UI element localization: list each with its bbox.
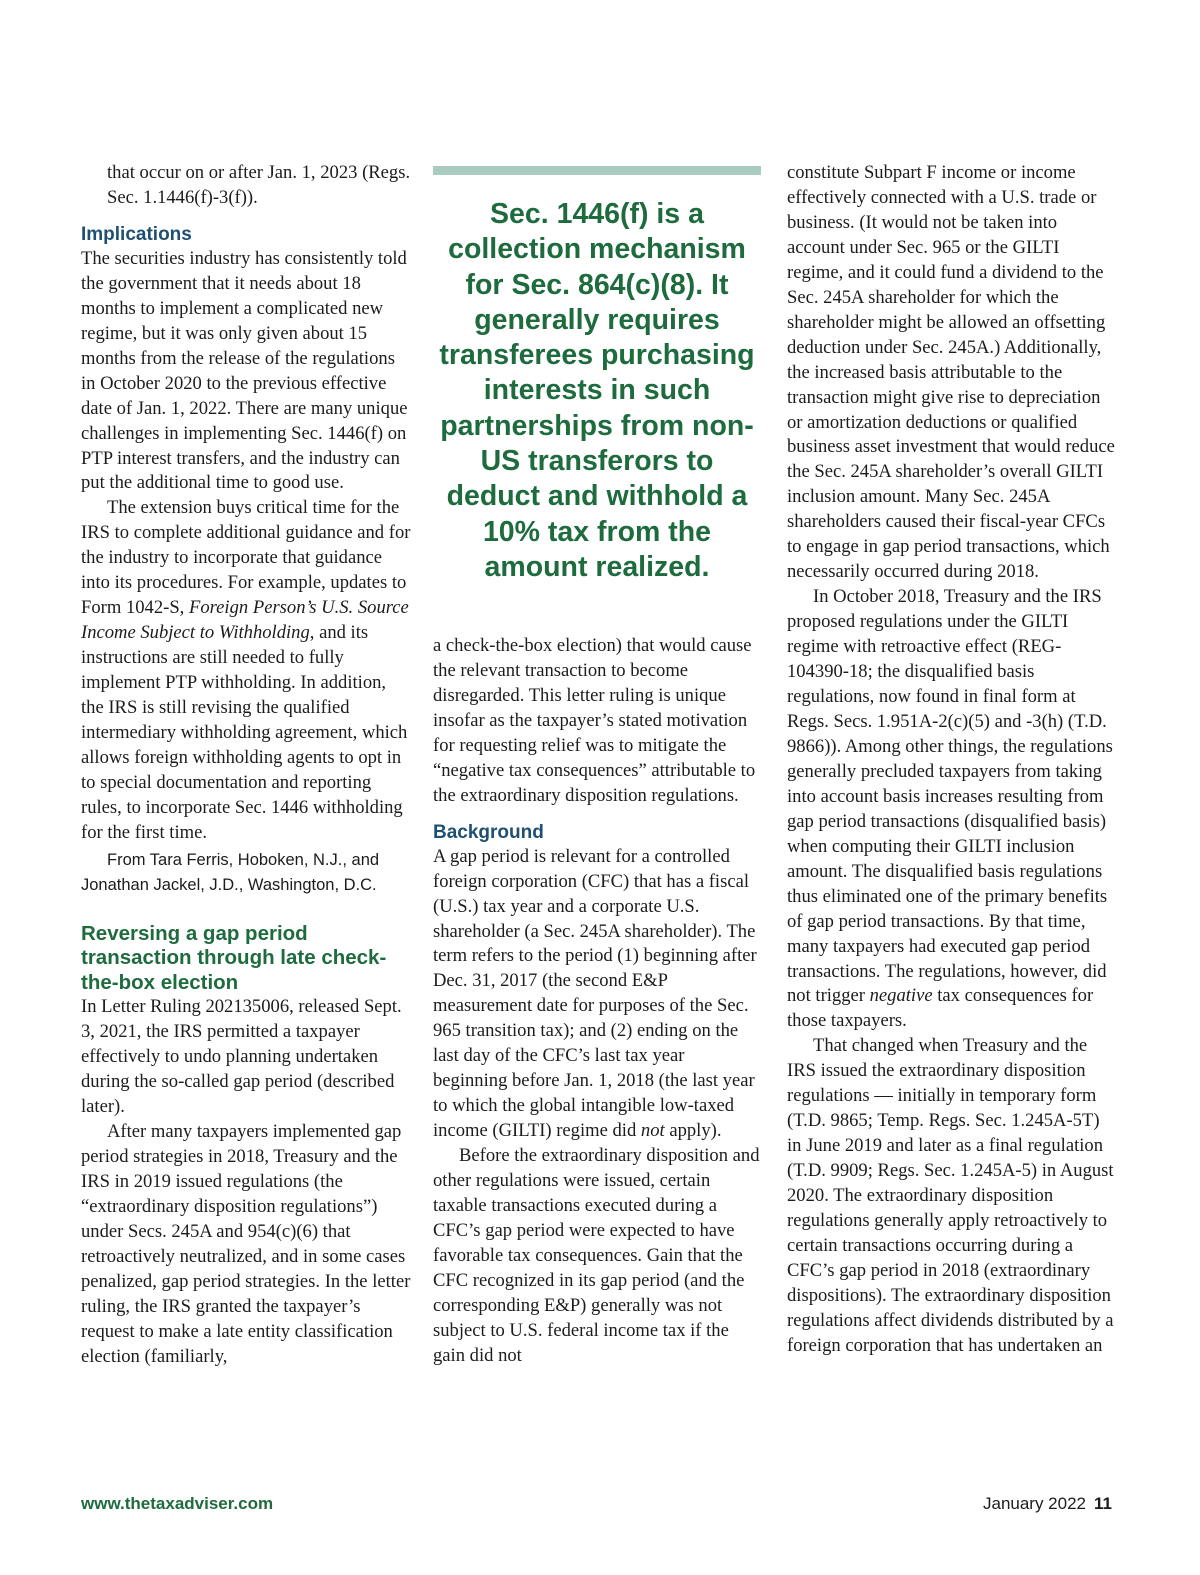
implications-paragraph-2: The extension buys critical time for the IRS to complete additional guidance and for the industry to incorporate that guidance into its procedures. For example, updates to Form 1042-S, Foreign Person’s U.S. Source Income Subject to Withholding, and its instructions are still needed to fully implement PTP withholding. In addition, the IRS is still revising the qualified intermediary withholding agreement, which allows foreign withholding agents to opt in to special documentation and reporting rules, to incorporate Sec. 1446 withholding for the first time. xyxy=(81,497,411,843)
background-paragraph-2: Before the extraordinary disposition and other regulations were issued, certain taxable transactions executed during a CFC’s gap period were expected to have favorable tax consequences. Gain that the CFC recognized in its gap period (and the corresponding E&P) generally was not subject to U.S. federal income tax if the gain did not xyxy=(433,1145,760,1366)
column-2-continuation: a check-the-box election) that would cause the relevant transaction to become disregarded. This letter ruling is unique insofar as the taxpayer’s stated motivation for requesting relief was to mitigate the “negative tax consequences” attributable to the extraordinary disposition regulations. xyxy=(433,635,756,806)
column-3-continuation: constitute Subpart F income or income effectively connected with a U.S. trade or business. (It would not be taken into account under Sec. 965 or the GILTI regime, and it could fund a dividend to the Sec. 245A shareholder for which the shareholder might be allowed an offsetting deduction under Sec. 245A.) Additionally, the increased basis attributable to the transaction might give rise to depreciation or amortization deductions or qualified business asset investment that would reduce the Sec. 245A shareholder’s overall GILTI inclusion amount. Many Sec. 245A shareholders caused their fiscal-year CFCs to engage in gap period transactions, which necessarily occurred during 2018. xyxy=(787,162,1115,583)
emphasis-negative: negative xyxy=(869,985,933,1007)
column-3 xyxy=(787,161,1117,1359)
column-3-paragraph-2: In October 2018, Treasury and the IRS proposed regulations under the GILTI regime with retroactive effect (REG-104390-18; the disqualified basis regulations, now found in final form at Regs. Secs. 1.951A-2(c)(5) and -3(h) (T.D. 9866)). Among other things, the regulations generally precluded taxpayers from taking into account basis increases resulting from gap period transactions (disqualified basis) when computing their GILTI inclusion amount. The disqualified basis regulations thus eliminated one of the primary benefits of gap period transactions. By that time, many taxpayers had executed gap period transactions. The regulations, however, did not trigger negative tax consequences for those taxpayers. xyxy=(787,586,1113,1032)
article-heading: Reversing a gap period transaction through late check-the-box election xyxy=(81,921,387,994)
page-number: 11 xyxy=(1094,1494,1112,1513)
pullquote-rule xyxy=(433,166,761,175)
implications-heading: Implications xyxy=(81,223,192,245)
column-3-paragraph-3: That changed when Treasury and the IRS issued the extraordinary disposition regulations — initially in temporary form (T.D. 9865; Temp. Regs. Sec. 1.245A-5T) in June 2019 and later as a final regulation (T.D. 9909; Regs. Sec. 1.245A-5) in August 2020. The extraordinary disposition regulations generally apply retroactively to certain transactions occurring during a CFC’s gap period in 2018 (extraordinary dispositions). The extraordinary disposition regulations affect dividends distributed by a foreign corporation that has undertaken an xyxy=(787,1035,1114,1356)
article-paragraph-2: After many taxpayers implemented gap period strategies in 2018, Treasury and the IRS in 2019 issued regulations (the “extraordinary disposition regulations”) under Secs. 245A and 954(c)(6) that retroactively neutralized, and in some cases penalized, gap period strategies. In the letter ruling, the IRS granted the taxpayer’s request to make a late entity classification election (familiarly, xyxy=(81,1121,411,1367)
footer-issue-page xyxy=(983,1494,1112,1514)
footer-issue: January 2022 xyxy=(982,1494,1087,1513)
background-paragraph-1: A gap period is relevant for a controlled foreign corporation (CFC) that has a fiscal (U.S.) tax year and a corporate U.S. shareholder (a Sec. 245A shareholder). The term refers to the period (1) beginning after Dec. 31, 2017 (the second E&P measurement date for purposes of the Sec. 965 transition tax); and (2) ending on the last day of the CFC’s last tax year beginning before Jan. 1, 2018 (the last year to which the global intangible low-taxed income (GILTI) regime did not apply). xyxy=(433,845,757,1142)
form-title-italic: Foreign Person’s U.S. Source Income Subject to Withholding xyxy=(81,597,409,644)
column-2 xyxy=(433,634,763,1369)
author-credit-line-2: Jonathan Jackel, J.D., Washington, D.C. xyxy=(81,875,377,894)
author-credit-line-1: From Tara Ferris, Hoboken, N.J., and xyxy=(107,850,380,869)
column-1 xyxy=(81,161,411,1370)
intro-paragraph: that occur on or after Jan. 1, 2023 (Regs. Sec. 1.1446(f)-3(f)). xyxy=(107,162,411,208)
footer-website[interactable]: www.thetaxadviser.com xyxy=(81,1494,274,1513)
implications-paragraph-1: The securities industry has consistently told the government that it needs about 18 months to implement a complicated new regime, but it was only given about 15 months from the release of the regulations in October 2020 to the previous effective date of Jan. 1, 2022. There are many unique challenges in implementing Sec. 1446(f) on PTP interest transfers, and the industry can put the additional time to good use. xyxy=(81,247,408,494)
article-paragraph-1: In Letter Ruling 202135006, released Sept. 3, 2021, the IRS permitted a taxpayer effectively to undo planning undertaken during the so-called gap period (described later). xyxy=(81,996,402,1118)
emphasis-not: not xyxy=(640,1120,665,1142)
pullquote: Sec. 1446(f) is a collection mechanism for Sec. 864(c)(8). It generally requires transferees purchasing interests in such partnerships from non-US transferors to deduct and withhold a 10% tax from the amount realized. xyxy=(439,198,755,583)
background-heading: Background xyxy=(433,821,544,843)
